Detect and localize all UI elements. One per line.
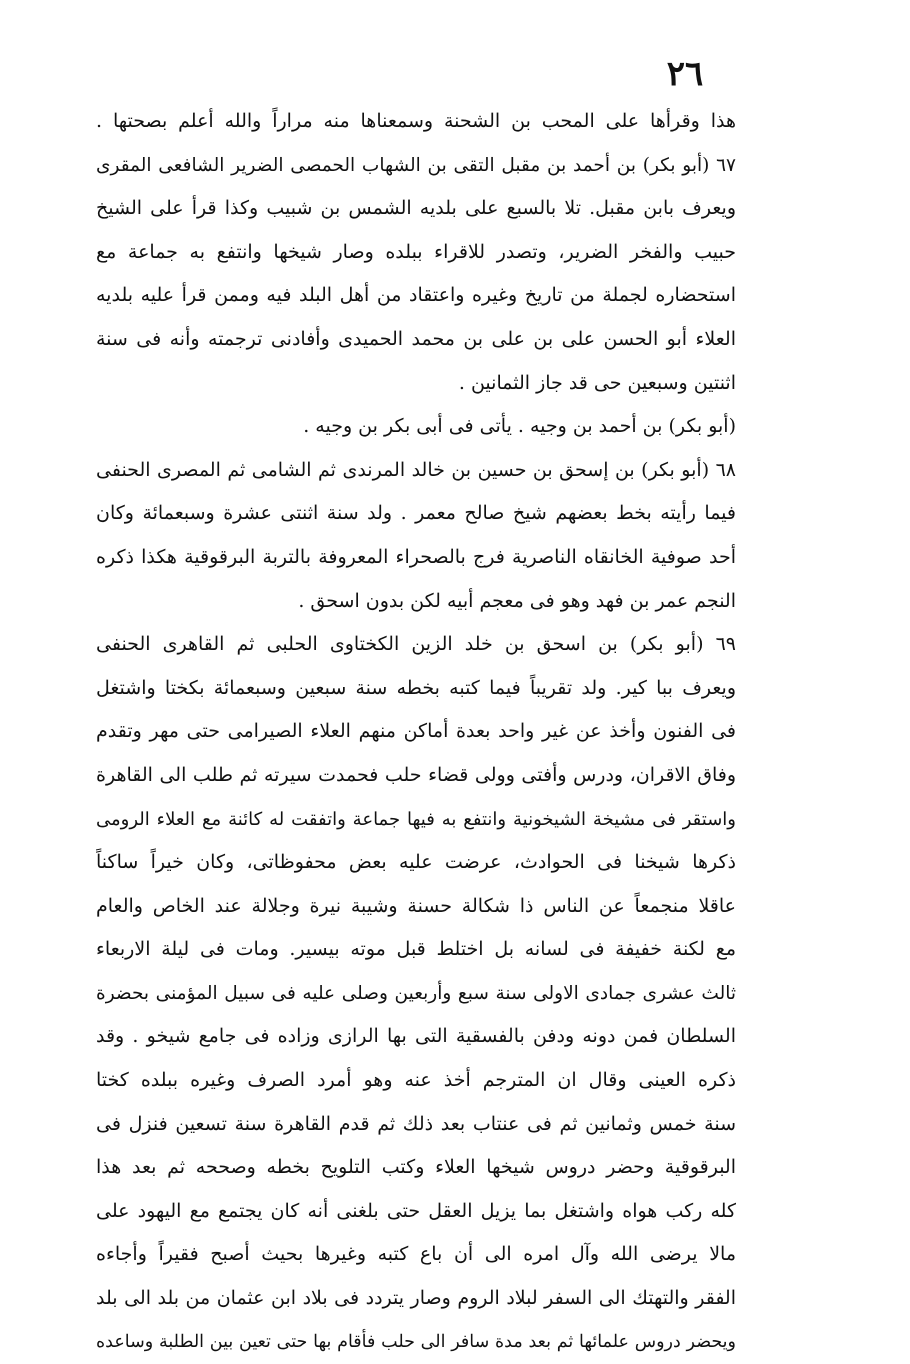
- text-line: ذكره العينى وقال ان المترجم أخذ عنه وهو أمرد الصرف وغيره ببلده كختا: [96, 1069, 736, 1092]
- text-line: مالا يرضى الله وآل امره الى أن باع كتبه وغيرها بحيث أصبح فقيراً وأجاءه: [96, 1243, 736, 1266]
- text-line: فى الفنون وأخذ عن غير واحد بعدة أماكن منهم العلاء الصيرامى حتى مهر وتقدم: [96, 720, 736, 743]
- text-line: ويعرف بابن مقبل. تلا بالسبع على بلديه الشمس بن شبيب وكذا قرأ على الشيخ: [96, 197, 736, 220]
- text-line: فيما رأيته بخط بعضهم شيخ صالح معمر . ولد سنة اثنتى عشرة وسبعمائة وكان: [96, 502, 736, 525]
- text-line: ويعرف ببا كير. ولد تقريباً فيما كتبه بخطه سنة سبعين وسبعمائة بكختا واشتغل: [96, 676, 736, 699]
- text-line: العلاء أبو الحسن على بن على بن محمد الحميدى وأفادنى ترجمته وأنه فى سنة: [96, 327, 736, 350]
- text-line: وفاق الاقران، ودرس وأفتى وولى قضاء حلب فحمدت سيرته ثم طلب الى القاهرة: [96, 763, 736, 786]
- text-line: ٦٨ (أبو بكر) بن إسحق بن حسين بن خالد المرندى ثم الشامى ثم المصرى الحنفى: [96, 458, 736, 481]
- text-line: عاقلا منجمعاً عن الناس ذا شكالة حسنة وشيبة نيرة وجلالة عند الخاص والعام: [96, 894, 736, 917]
- text-line: (أبو بكر) بن أحمد بن وجيه . يأتى فى أبى بكر بن وجيه .: [303, 415, 736, 438]
- page-number: ٢٦: [666, 54, 704, 94]
- page-text: [96, 100, 736, 1364]
- text-line: مع لكنة خفيفة فى لسانه بل اختلط قبل موته بيسير. ومات فى ليلة الاربعاء: [96, 938, 736, 961]
- text-line: البرقوقية وحضر دروس شيخها العلاء وكتب التلويح بخطه وصححه ثم بعد هذا: [96, 1156, 736, 1179]
- text-line: اثنتين وسبعين حى قد جاز الثمانين .: [458, 371, 736, 394]
- text-line: سنة خمس وثمانين ثم فى عنتاب بعد ذلك ثم قدم القاهرة سنة تسعين فنزل فى: [96, 1112, 736, 1135]
- text-line: هذا وقرأها على المحب بن الشحنة وسمعناها منه مراراً والله أعلم بصحتها .: [96, 110, 736, 132]
- text-line: أحد صوفية الخانقاه الناصرية فرج بالصحراء المعروفة بالتربة البرقوقية هكذا ذكره: [96, 545, 736, 568]
- text-line: السلطان فمن دونه ودفن بالفسقية التى بها الرازى وزاده فى جامع شيخو . وقد: [96, 1025, 736, 1048]
- text-line: حبيب والفخر الضرير، وتصدر للاقراء ببلده وصار شيخها وانتفع به جماعة مع: [96, 240, 736, 263]
- text-line: الفقر والتهتك الى السفر لبلاد الروم وصار يتردد فى بلاد ابن عثمان من بلد الى بلد: [96, 1287, 736, 1310]
- text-line: النجم عمر بن فهد وهو فى معجم أبيه لكن بدون اسحق .: [298, 589, 736, 612]
- text-line: ويحضر دروس علمائها ثم بعد مدة سافر الى حلب فأقام بها حتى تعين بين الطلبة وساعده: [96, 1331, 736, 1352]
- text-line: كله ركب هواه واشتغل بما يزيل العقل حتى بلغنى أنه كان يجتمع مع اليهود على: [96, 1199, 736, 1222]
- text-line: استحضاره لجملة من تاريخ وغيره واعتقاد من أهل البلد فيه وممن قرأ عليه بلديه: [96, 284, 736, 307]
- text-line: ثالث عشرى جمادى الاولى سنة سبع وأربعين وصلى عليه فى سبيل المؤمنى بحضرة: [96, 982, 736, 1004]
- text-line: ذكرها شيخنا فى الحوادث، عرضت عليه بعض محفوظاتى، وكان خيراً ساكناً: [96, 851, 736, 874]
- text-line: واستقر فى مشيخة الشيخونية وانتفع به فيها جماعة واتفقت له كائنة مع العلاء الرومى: [96, 808, 736, 830]
- text-line: ٦٧ (أبو بكر) بن أحمد بن مقبل التقى بن الشهاب الحمصى الضرير الشافعى المقرى: [96, 154, 736, 176]
- text-line: ٦٩ (أبو بكر) بن اسحق بن خلد الزين الكختاوى الحلبى ثم القاهرى الحنفى: [96, 633, 736, 656]
